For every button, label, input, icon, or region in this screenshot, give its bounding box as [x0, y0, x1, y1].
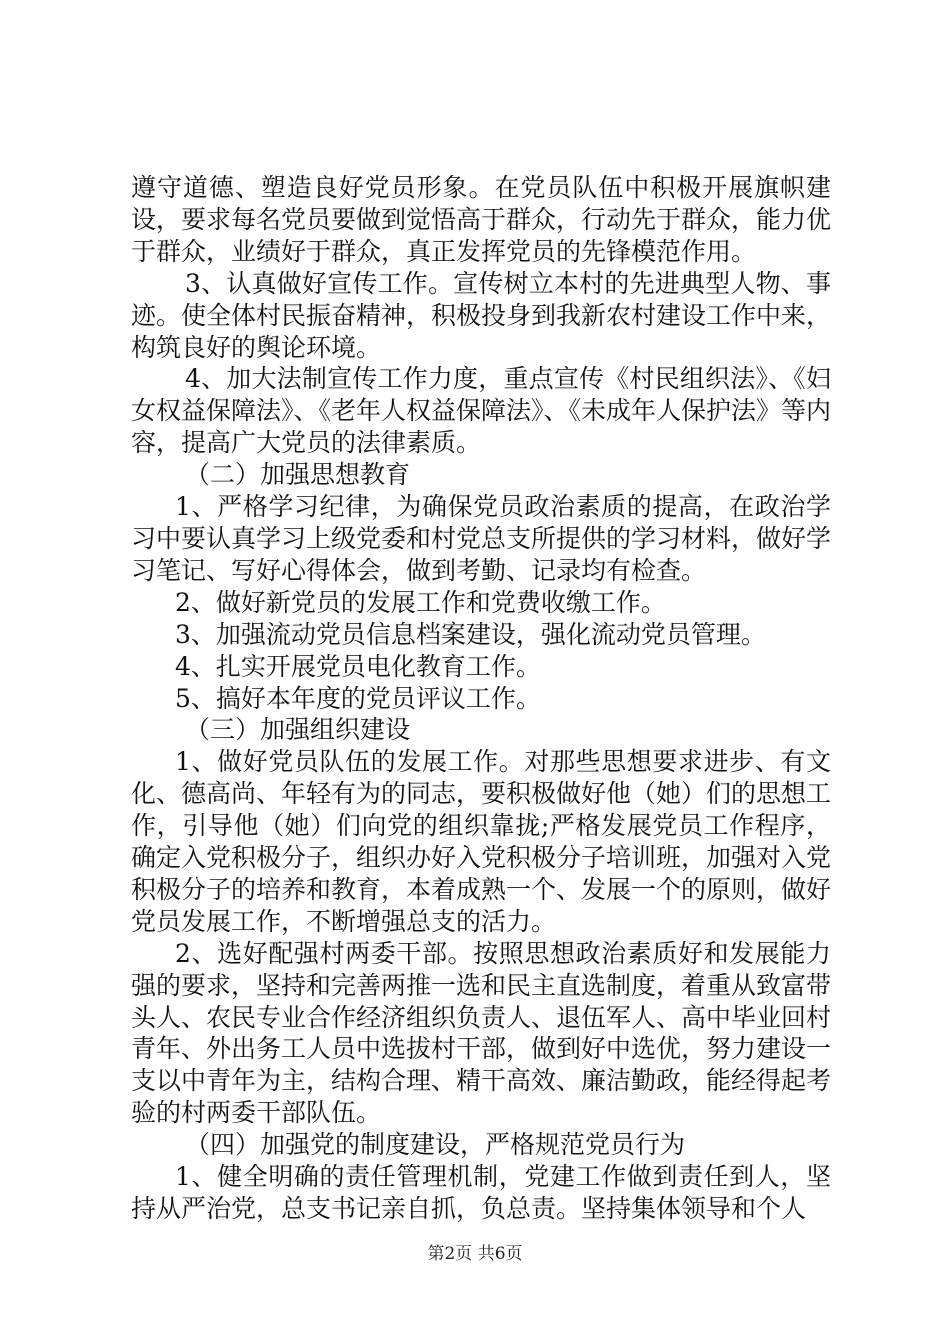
section-heading-ideological-education: （二）加强思想教育: [185, 460, 411, 490]
paragraph-legal-publicity: 4、加大法制宣传工作力度，重点宣传《村民组织法》、《妇女权益保障法》、《老年人权益保障法》、《未成年人保护法》等内容，提高广大党员的法律素质。: [131, 364, 832, 458]
paragraph-village-committee: 2、选好配强村两委干部。按照思想政治素质好和发展能力强的要求，坚持和完善两推一选和民主直选制度，着重从致富带头人、农民专业合作经济组织负责人、退伍军人、高中毕业回村青年、外出务工人员中选拔村干部，做到好中选优，努力建设一支以中青年为主，结构合理、精干高效、廉洁勤政，能经得起考验的村两委干部队伍。: [131, 938, 832, 1128]
section-heading-organization: （三）加强组织建设: [185, 715, 411, 745]
section-heading-party-system: （四）加强党的制度建设，严格规范党员行为: [185, 1130, 686, 1160]
paragraph-new-members: 2、做好新党员的发展工作和党费收缴工作。: [175, 587, 666, 617]
paragraph-continuation: 遵守道德、塑造良好党员形象。在党员队伍中积极开展旗帜建设，要求每名党员要做到觉悟高于群众，行动先于群众，能力优于群众，业绩好于群众，真正发挥党员的先锋模范作用。: [131, 173, 832, 266]
paragraph-study-discipline: 1、严格学习纪律，为确保党员政治素质的提高，在政治学习中要认真学习上级党委和村党总支所提供的学习材料，做好学习笔记、写好心得体会，做到考勤、记录均有检查。: [131, 492, 832, 585]
document-body: [131, 172, 831, 1225]
paragraph-responsibility: 1、健全明确的责任管理机制，党建工作做到责任到人，坚持从严治党，总支书记亲自抓，负总责。坚持集体领导和个人: [131, 1162, 831, 1223]
paragraph-publicity-work: 3、认真做好宣传工作。宣传树立本村的先进典型人物、事迹。使全体村民振奋精神，积极投身到我新农村建设工作中来，构筑良好的舆论环境。: [131, 268, 832, 362]
paragraph-e-education: 4、扎实开展党员电化教育工作。: [175, 651, 541, 681]
page-number-footer: 第2页 共6页: [427, 1244, 523, 1264]
paragraph-mobile-members: 3、加强流动党员信息档案建设，强化流动党员管理。: [175, 619, 766, 649]
paragraph-member-development: 1、做好党员队伍的发展工作。对那些思想要求进步、有文化、德高尚、年轻有为的同志，要积极做好他（她）们的思想工作，引导他（她）们向党的组织靠拢;严格发展党员工作程序，确定入党积极分子，组织办好入党积极分子培训班，加强对入党积极分子的培养和教育，本着成熟一个、发展一个的原则，做好党员发展工作，不断增强总支的活力。: [131, 747, 832, 936]
paragraph-member-review: 5、搞好本年度的党员评议工作。: [175, 683, 541, 713]
